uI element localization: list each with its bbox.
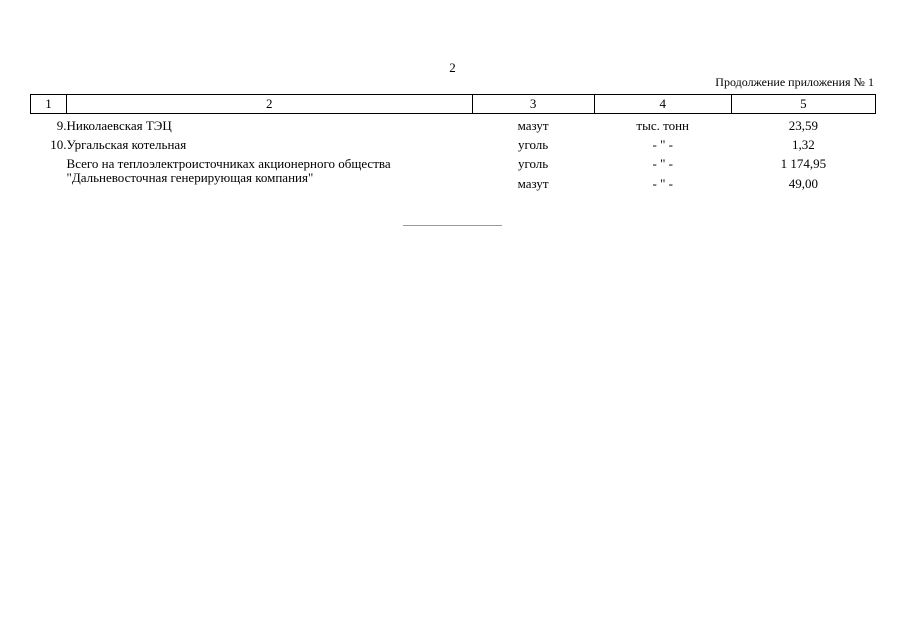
row-number — [31, 157, 67, 191]
table-row — [31, 114, 876, 139]
page-number: 2 — [449, 60, 456, 75]
total-unit — [594, 157, 731, 191]
total-unit-2: - " - — [652, 176, 673, 191]
row-name: Николаевская ТЭЦ — [66, 118, 172, 133]
total-name — [67, 157, 472, 191]
row-name: Ургальская котельная — [66, 137, 187, 152]
appendix-continuation-label: Продолжение приложения № 1 — [715, 75, 874, 89]
column-header-value: 5 — [731, 95, 875, 114]
end-divider-line — [403, 225, 502, 226]
row-number: 9. — [56, 118, 67, 133]
row-value: 1,32 — [792, 137, 815, 152]
total-name-line1: Всего на теплоэлектроисточниках акционерного общества — [66, 156, 391, 171]
total-fuel-1: уголь — [517, 156, 549, 171]
row-unit: тыс. тонн — [636, 118, 690, 133]
fuel-reserve-table — [30, 94, 876, 191]
table-row-total — [31, 157, 876, 191]
column-header-fuel: 3 — [472, 95, 594, 114]
row-fuel: мазут — [517, 118, 549, 133]
row-number: 10. — [50, 137, 67, 152]
column-header-name: 2 — [67, 95, 472, 114]
total-unit-1: - " - — [652, 156, 673, 171]
column-header-unit: 4 — [594, 95, 731, 114]
column-header-number: 1 — [31, 95, 67, 114]
row-fuel: уголь — [517, 137, 549, 152]
total-fuel-2: мазут — [517, 176, 549, 191]
total-fuel — [472, 157, 594, 191]
row-value: 23,59 — [788, 118, 819, 133]
total-value-2: 49,00 — [788, 176, 819, 191]
table-header-row — [31, 95, 876, 114]
row-unit: - " - — [652, 137, 673, 152]
total-value-1: 1 174,95 — [780, 156, 827, 171]
total-name-line2: "Дальневосточная генерирующая компания" — [66, 170, 314, 185]
table-row — [31, 138, 876, 157]
total-value — [731, 157, 875, 191]
